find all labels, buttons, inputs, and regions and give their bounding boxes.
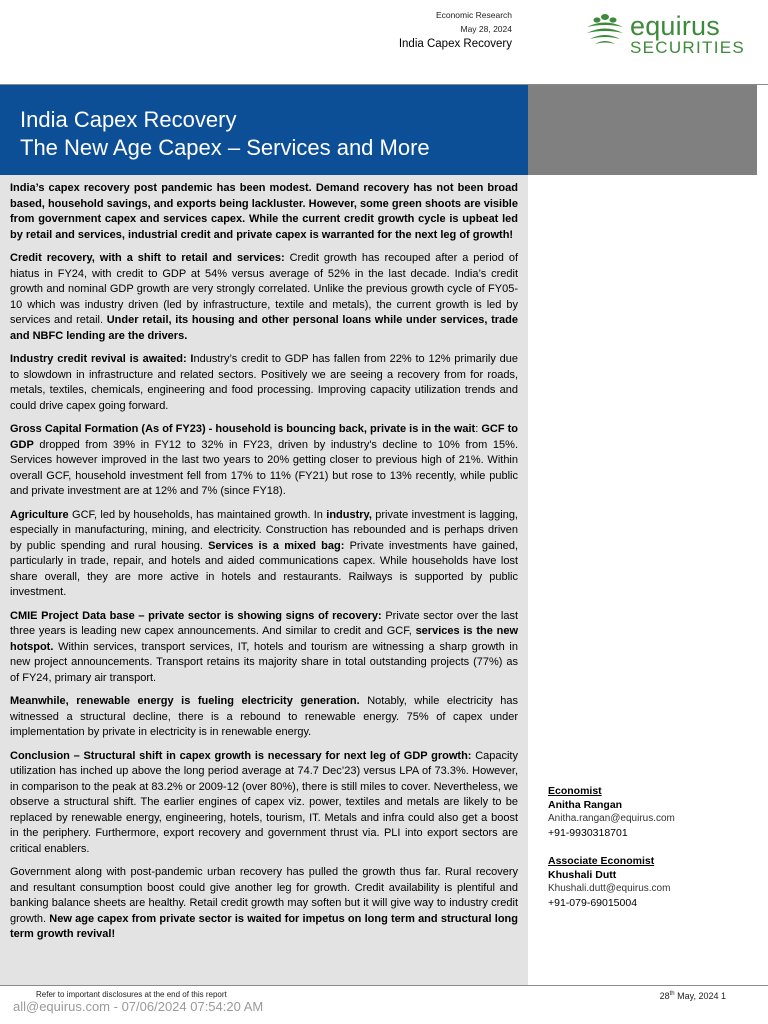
- bold-text-run: India’s capex recovery post pandemic has been modest. Demand recovery has not been broad based, household savings, and exports being lackluster. However, some green shoots are visible from government capex and services capex. While the current credit growth cycle is upbeat led by retail and services, industrial credit and private capex is warranted for the next leg of growth!: [10, 182, 518, 241]
- banner-title-line1: India Capex Recovery: [20, 107, 237, 132]
- contact-role: Economist: [548, 785, 602, 797]
- contact-name: Anitha Rangan: [548, 799, 623, 811]
- disclosure-note: Refer to important disclosures at the end of this report: [36, 990, 227, 999]
- analyst-contacts: [548, 784, 758, 924]
- bold-text-run: Credit recovery, with a shift to retail and services:: [10, 252, 285, 264]
- summary-paragraph: [10, 749, 518, 858]
- bold-text-run: New age capex from private sector is waited for impetus on long term and structural long term growth revival!: [10, 912, 518, 940]
- leaf-mark-icon: [584, 12, 626, 46]
- summary-paragraph: [10, 508, 518, 601]
- text-run: Notably, while electricity has witnessed a structural decline, there is a rebound to renewable energy. 75% of capex under implementation by private in electricity is in renewable energy.: [10, 695, 519, 738]
- text-run: Government along with post-pandemic urban recovery has pulled the growth thus far. Rural recovery and resultant consumption boost could give another leg for growth. Credit availability is plentiful and banking balance sheets are healthy. Retail credit growth may soften but it will give way to industry credit growth.: [10, 866, 518, 925]
- footer-date-rest: May, 2024 1: [674, 991, 726, 1001]
- logo-subtitle: SECURITIES: [630, 38, 746, 57]
- text-run: dropped from 39% in FY12 to 32% in FY23, driven by industry's decline to 10% from 15%. Services however improved in the last two years to 20% getting closer to previous high of 21%. Within overall GCF, household investment fell from 17% to 11% (FY21) but rose to 13% recently, while public and private investment are at 12% and 7% (since FY18).: [10, 438, 518, 497]
- contact-card: [548, 784, 758, 840]
- summary-paragraphs: [10, 181, 518, 951]
- bold-text-run: Industry credit revival is awaited: I: [10, 353, 194, 365]
- title-banner: [0, 85, 528, 175]
- research-label: Economic Research: [435, 10, 512, 20]
- text-run: Within services, transport services, IT, hotels and tourism are witnessing a sharp growth in new project announcements. Transport retains its majority share in total outstanding projects (77%) as of FY24, primary air transport.: [10, 640, 518, 684]
- logo-wordmark: equirus: [630, 11, 720, 41]
- text-run: ndustry’s credit to GDP has fallen from 22% to 12% primarily due to slowdown in infrastructure and related sectors. Positively we are seeing a recovery from for roads, metals, textiles, chemicals, engineering and food processing. Improving capacity utilization trends and could drive capex going forward.: [10, 353, 519, 412]
- summary-panel: [0, 175, 528, 985]
- footer-date-page: [660, 988, 726, 1002]
- bold-text-run: Conclusion – Structural shift in capex growth is necessary for next leg of GDP growth:: [10, 749, 472, 762]
- summary-paragraph: [10, 422, 518, 500]
- bold-text-run: Meanwhile, renewable energy is fueling electricity generation.: [10, 695, 360, 707]
- text-run: :: [475, 423, 482, 435]
- summary-paragraph: [10, 609, 518, 687]
- footer-day-suffix: th: [669, 991, 675, 997]
- text-run: Credit growth has recouped after a period of hiatus in FY24, with credit to GDP at 54% versus average of 52% in the last decade. India’s credit growth and nominal GDP growth are very strongly correlated. Unlike the previous growth cycle of FY05-10 which was industry driven (led by infrastructure, textile and metals), the current growth is led by services and retail.: [10, 252, 518, 326]
- report-date: May 28, 2024: [460, 24, 512, 34]
- footer-divider: [0, 985, 768, 986]
- text-run: Capacity utilization has inched up above the long period average at 74.7 Dec’23) versus LPA of 73.3%. However, in comparison to the peak at 83.2% or 2009-12 (over 80%), there is still miles to cover. Nevertheless, we observe a structural shift. The earlier engines of capex viz. power, textiles and metals are likely to be replaced by renewable energy, engineering, hotels, tourism, IT. Metals and infra could also get a boost in the periphery. Furthermore, export recovery and government thrust via. PLI into export sectors are critical enablers.: [10, 749, 518, 855]
- bold-text-run: Services is a mixed bag:: [208, 539, 345, 552]
- contact-role: Associate Economist: [548, 855, 655, 867]
- summary-paragraph: [10, 865, 518, 943]
- bold-text-run: Agriculture: [10, 508, 69, 521]
- text-run: private investment is lagging, especially in manufacturing, mining, and electricity. Construction has rebounded and is perhaps driven by public spending and rural housing.: [10, 508, 518, 552]
- text-run: Private sector over the last three years is leading new capex announcements. And similar to credit and GCF,: [10, 609, 518, 637]
- text-run: Private investments have gained, particularly in trade, repair, and hotels and aided communications capex. While households have lost share overall, they are more active in hotels and restaurants. Railways is supported by public investment.: [10, 539, 518, 598]
- banner-side-panel: [528, 85, 757, 175]
- equirus-logo: [584, 10, 764, 62]
- download-watermark: all@equirus.com - 07/06/2024 07:54:20 AM: [13, 999, 264, 1014]
- contact-email[interactable]: Anitha.rangan@equirus.com: [548, 813, 675, 824]
- report-title: India Capex Recovery: [398, 38, 512, 50]
- bold-text-run: services is the new hotspot.: [10, 625, 518, 653]
- summary-paragraph: [10, 694, 518, 741]
- bold-text-run: Under retail, its housing and other personal loans while under services, trade and NBFC lending are the drivers.: [10, 314, 518, 342]
- summary-paragraph: [10, 352, 518, 414]
- summary-paragraph: [10, 181, 518, 243]
- contact-name: Khushali Dutt: [548, 869, 617, 881]
- contact-phone: +91-079-69015004: [548, 897, 638, 909]
- summary-paragraph: [10, 251, 518, 344]
- bold-text-run: CMIE Project Data base – private sector is showing signs of recovery:: [10, 609, 382, 622]
- bold-text-run: industry,: [326, 508, 372, 521]
- report-header: [399, 8, 512, 52]
- contact-phone: +91-9930318701: [548, 827, 628, 839]
- banner-title-line2: The New Age Capex – Services and More: [20, 135, 430, 160]
- contact-card: [548, 854, 758, 910]
- footer-day: 28: [659, 991, 670, 1001]
- bold-text-run: Gross Capital Formation (As of FY23) - household is bouncing back, private is in the wait: [10, 423, 476, 435]
- contact-email[interactable]: Khushali.dutt@equirus.com: [548, 883, 671, 894]
- bold-text-run: GCF to GDP: [10, 423, 518, 451]
- text-run: GCF, led by households, has maintained growth. In: [68, 508, 327, 521]
